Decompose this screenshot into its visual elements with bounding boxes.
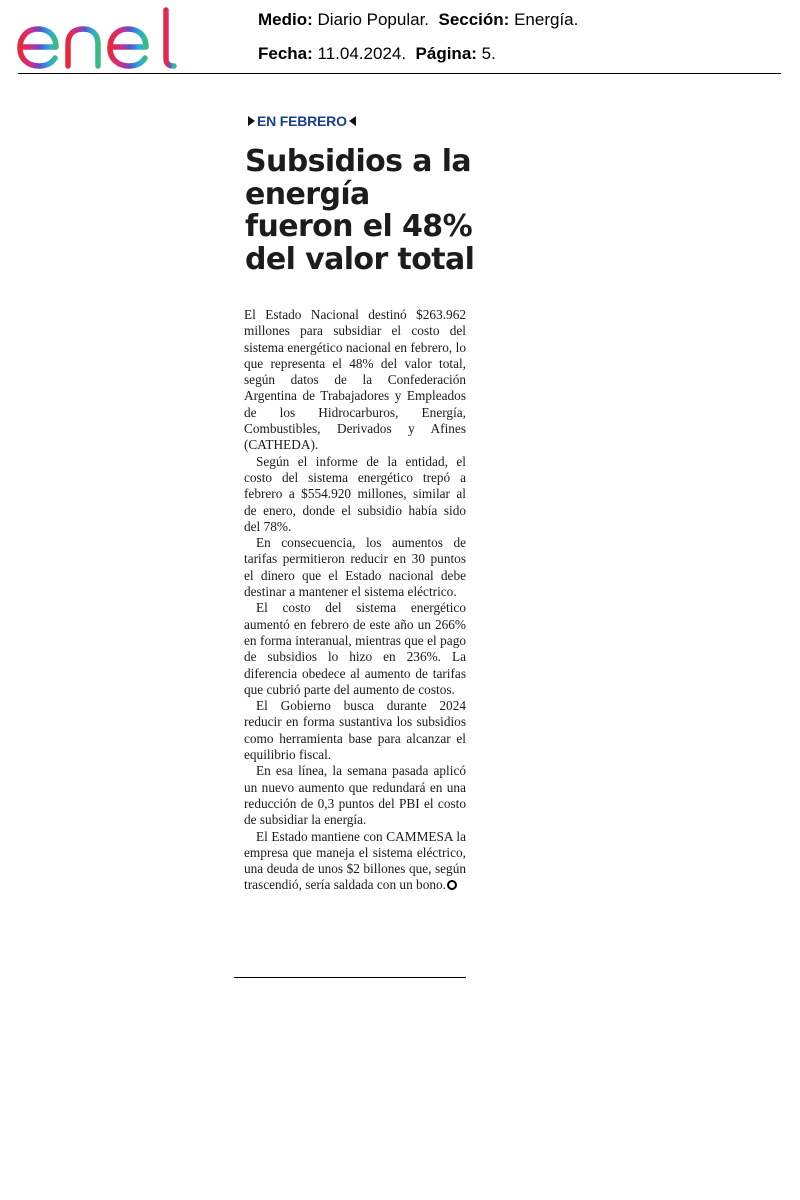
paragraph: En esa línea, la semana pasada aplicó un nuevo aumento que redundará en una reducción de 0,3 puntos del PBI el costo de subsidiar la energía. — [244, 763, 466, 828]
article-body — [244, 307, 466, 894]
date-page-line — [258, 44, 496, 64]
paragraph: El Estado Nacional destinó $263.962 millones para subsidiar el costo del sistema energético nacional en febrero, lo que representa el 48% del valor total, según datos de la Confederación Argentina de Trabajadores y Empleados de los Hidrocarburos, Energía, Combustibles, Derivados y Afines (CATHEDA). — [244, 307, 466, 453]
paragraph: En consecuencia, los aumentos de tarifas permitieron reducir en 30 puntos el dinero que el Estado nacional debe destinar a mantener el sistema eléctrico. — [244, 535, 466, 600]
enel-logo — [16, 6, 182, 72]
publication-meta-line — [258, 10, 578, 30]
seccion-label: Sección: — [438, 10, 510, 29]
seccion-value: Energía. — [514, 10, 579, 29]
article-kicker — [248, 113, 356, 129]
article-headline: Subsidios a la energía fueron el 48% del valor total — [245, 144, 475, 277]
triangle-left-icon — [349, 116, 356, 126]
paragraph: El costo del sistema energético aumentó en febrero de este año un 266% en forma interanual, mientras que el pago de subsidios lo hizo en 236%. La diferencia obedece al aumento de tarifas que cubrió parte del aumento de costos. — [244, 600, 466, 697]
pagina-label: Página: — [415, 44, 477, 63]
paragraph: Según el informe de la entidad, el costo del sistema energético trepó a febrero a $554.920 millones, similar al de enero, donde el subsidio había sido del 78%. — [244, 453, 466, 534]
paragraph-last-text: El Estado mantiene con CAMMESA la empresa que maneja el sistema eléctrico, una deuda de unos $2 billones que, según trascendió, sería saldada con un bono. — [244, 828, 466, 893]
paragraph-last — [244, 829, 466, 894]
fecha-value: 11.04.2024. — [317, 44, 407, 63]
triangle-right-icon — [248, 116, 255, 126]
paragraph: El Gobierno busca durante 2024 reducir en forma sustantiva los subsidios como herramienta base para alcanzar el equilibrio fiscal. — [244, 698, 466, 763]
article-end-divider — [234, 977, 466, 978]
medio-value: Diario Popular. — [317, 10, 430, 29]
kicker-text: EN FEBRERO — [257, 113, 347, 129]
pagina-value: 5. — [481, 44, 496, 63]
fecha-label: Fecha: — [258, 44, 313, 63]
header-divider — [18, 73, 781, 74]
medio-label: Medio: — [258, 10, 313, 29]
end-of-article-icon — [447, 880, 457, 890]
